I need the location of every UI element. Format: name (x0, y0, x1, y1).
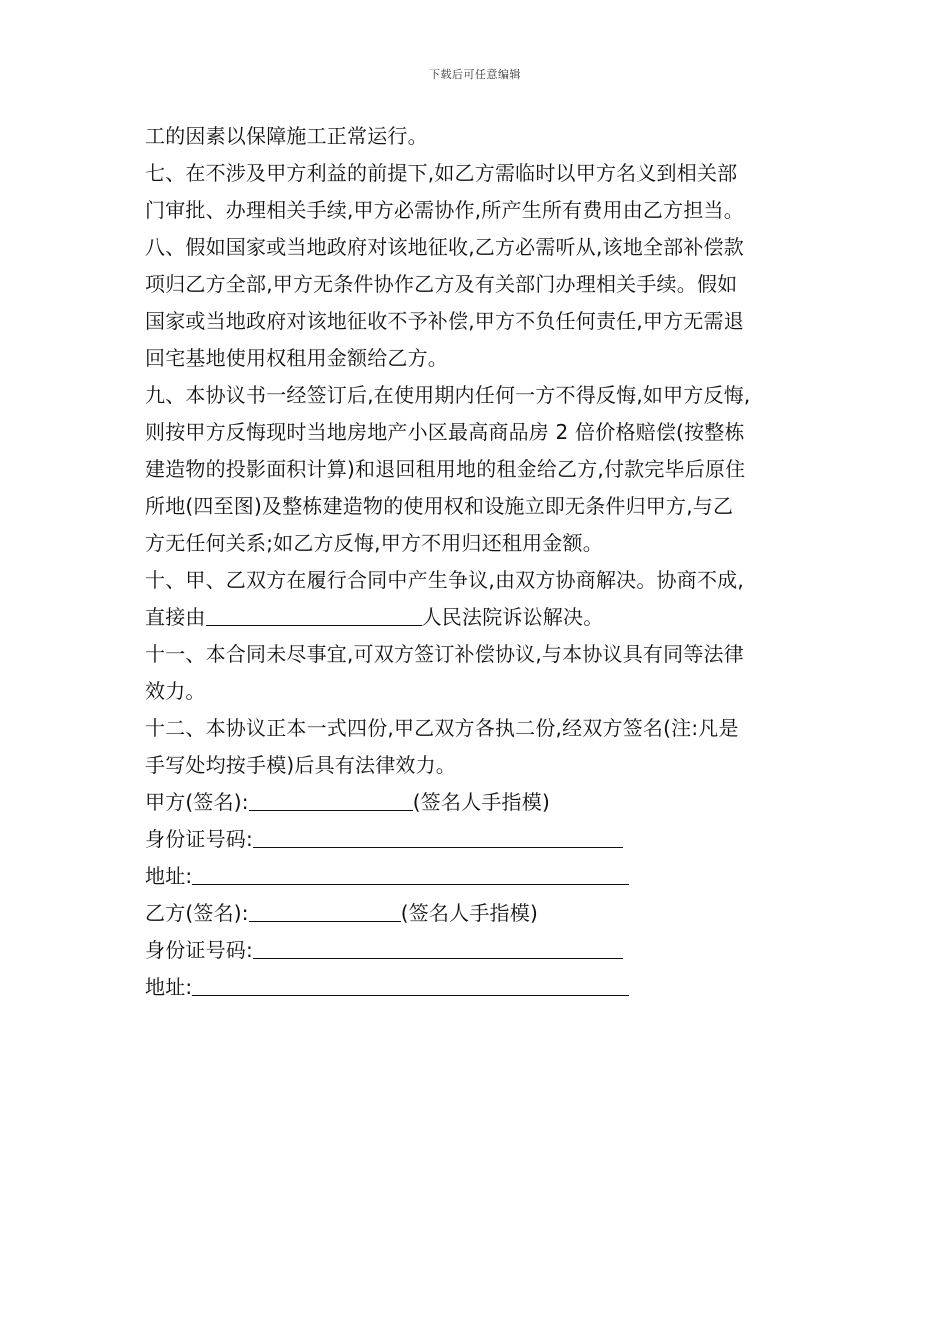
clause-line: 方无任何关系;如乙方反悔,甲方不用归还租用金额。 (145, 531, 603, 555)
clause-line: 项归乙方全部,甲方无条件协作乙方及有关部门办理相关手续。假如 (145, 272, 738, 296)
clause-line: 九、本协议书一经签订后,在使用期内任何一方不得反悔,如甲方反悔, (145, 383, 751, 407)
court-line (145, 599, 810, 636)
party-b-fingerprint-note: (签名人手指模) (400, 901, 538, 925)
clause-line: 十一、本合同未尽事宜,可双方签订补偿协议,与本协议具有同等法律 (145, 642, 744, 666)
party-b-sign-blank[interactable] (249, 897, 401, 922)
clause-line: 国家或当地政府对该地征收不予补偿,甲方不负任何责任,甲方无需退 (145, 309, 744, 333)
party-b-address-blank[interactable] (192, 971, 629, 996)
party-b-address-label: 地址: (145, 975, 193, 999)
party-a-address-line (145, 858, 810, 895)
clause-line: 则按甲方反悔现时当地房地产小区最高商品房 2 倍价格赔偿(按整栋 (145, 420, 745, 444)
party-a-address-blank[interactable] (192, 860, 629, 885)
party-b-sign-line (145, 895, 810, 932)
party-a-id-blank[interactable] (253, 823, 623, 848)
party-a-sign-line (145, 784, 810, 821)
court-prefix: 直接由 (145, 605, 206, 629)
clause-line: 效力。 (145, 679, 206, 703)
clause-line: 八、假如国家或当地政府对该地征收,乙方必需听从,该地全部补偿款 (145, 235, 744, 259)
clause-line: 十二、本协议正本一式四份,甲乙双方各执二份,经双方签名(注:凡是 (145, 716, 739, 740)
document-body (145, 118, 810, 1006)
clause-line: 手写处均按手模)后具有法律效力。 (145, 753, 457, 777)
clause-line: 建造物的投影面积计算)和退回租用地的租金给乙方,付款完毕后原住 (145, 457, 746, 481)
party-a-id-line (145, 821, 810, 858)
court-blank[interactable] (206, 601, 422, 626)
party-b-id-line (145, 932, 810, 969)
court-suffix: 人民法院诉讼解决。 (421, 605, 604, 629)
party-b-address-line (145, 969, 810, 1006)
clause-line: 回宅基地使用权租用金额给乙方。 (145, 346, 448, 370)
party-b-sign-label: 乙方(签名): (145, 901, 249, 925)
party-a-fingerprint-note: (签名人手指模) (412, 790, 550, 814)
party-a-id-label: 身份证号码: (145, 827, 253, 851)
clause-line: 七、在不涉及甲方利益的前提下,如乙方需临时以甲方名义到相关部 (145, 161, 738, 185)
party-a-sign-label: 甲方(签名): (145, 790, 249, 814)
page-header: 下载后可任意编辑 (429, 68, 521, 81)
party-b-id-blank[interactable] (253, 934, 623, 959)
party-b-id-label: 身份证号码: (145, 938, 253, 962)
party-a-sign-blank[interactable] (249, 786, 413, 811)
clause-line: 门审批、办理相关手续,甲方必需协作,所产生所有费用由乙方担当。 (145, 198, 744, 222)
clause-line: 十、甲、乙双方在履行合同中产生争议,由双方协商解决。协商不成, (145, 568, 744, 592)
party-a-address-label: 地址: (145, 864, 193, 888)
clause-line: 工的因素以保障施工正常运行。 (145, 124, 428, 148)
clause-line: 所地(四至图)及整栋建造物的使用权和设施立即无条件归甲方,与乙 (145, 494, 734, 518)
